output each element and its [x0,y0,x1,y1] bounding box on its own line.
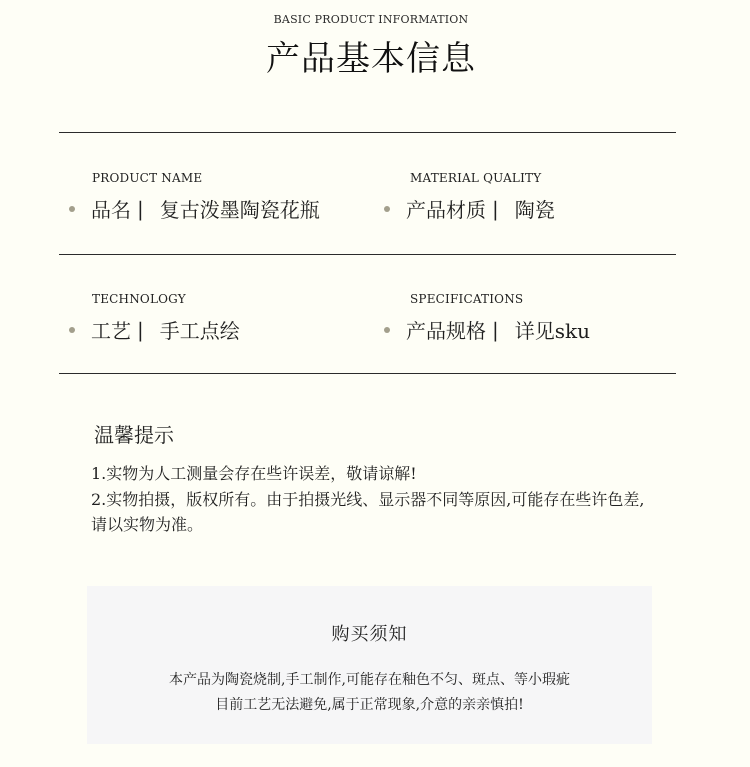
bullet-dot-icon [69,206,75,212]
section-subtitle: BASIC PRODUCT INFORMATION [273,13,469,26]
technology-label: 工艺 [91,319,131,343]
product-name-value: 复古泼墨陶瓷花瓶 [159,198,320,222]
page-title: 产品基本信息 [266,39,476,79]
separator: | [492,196,499,221]
material-row [384,194,555,223]
material-label-en: MATERIAL QUALITY [410,171,542,185]
specifications-value: 详见sku [514,319,591,343]
bullet-dot-icon [384,327,390,333]
purchase-notice-box [87,586,652,744]
product-name-label-en: PRODUCT NAME [92,171,203,185]
divider-bottom [59,373,676,374]
bullet-dot-icon [384,206,390,212]
separator: | [137,196,144,221]
technology-row [69,315,240,344]
material-label: 产品材质 [406,198,486,222]
divider-top [59,132,676,133]
tips-title: 温馨提示 [94,423,174,447]
purchase-notice-line: 本产品为陶瓷烧制,手工制作,可能存在釉色不匀、斑点、等小瑕疵 [169,672,570,688]
specifications-label: 产品规格 [406,319,486,343]
material-value: 陶瓷 [514,198,555,222]
purchase-notice-line: 目前工艺无法避免,属于正常现象,介意的亲亲慎拍! [215,697,524,713]
product-name-label: 品名 [91,198,131,222]
tip-line: 2.实物拍摄，版权所有。由于拍摄光线、显示器不同等原因,可能存在些许色差, [91,490,645,509]
product-name-row [69,194,320,223]
separator: | [492,317,499,342]
tip-line: 请以实物为准。 [91,515,204,534]
separator: | [137,317,144,342]
specifications-row [384,315,590,344]
divider-middle [59,254,676,255]
tip-line: 1.实物为人工测量会存在些许误差，敬请谅解! [91,464,417,483]
technology-label-en: TECHNOLOGY [92,292,186,306]
technology-value: 手工点绘 [159,319,240,343]
specifications-label-en: SPECIFICATIONS [410,292,524,306]
purchase-notice-title: 购买须知 [331,624,408,645]
bullet-dot-icon [69,327,75,333]
